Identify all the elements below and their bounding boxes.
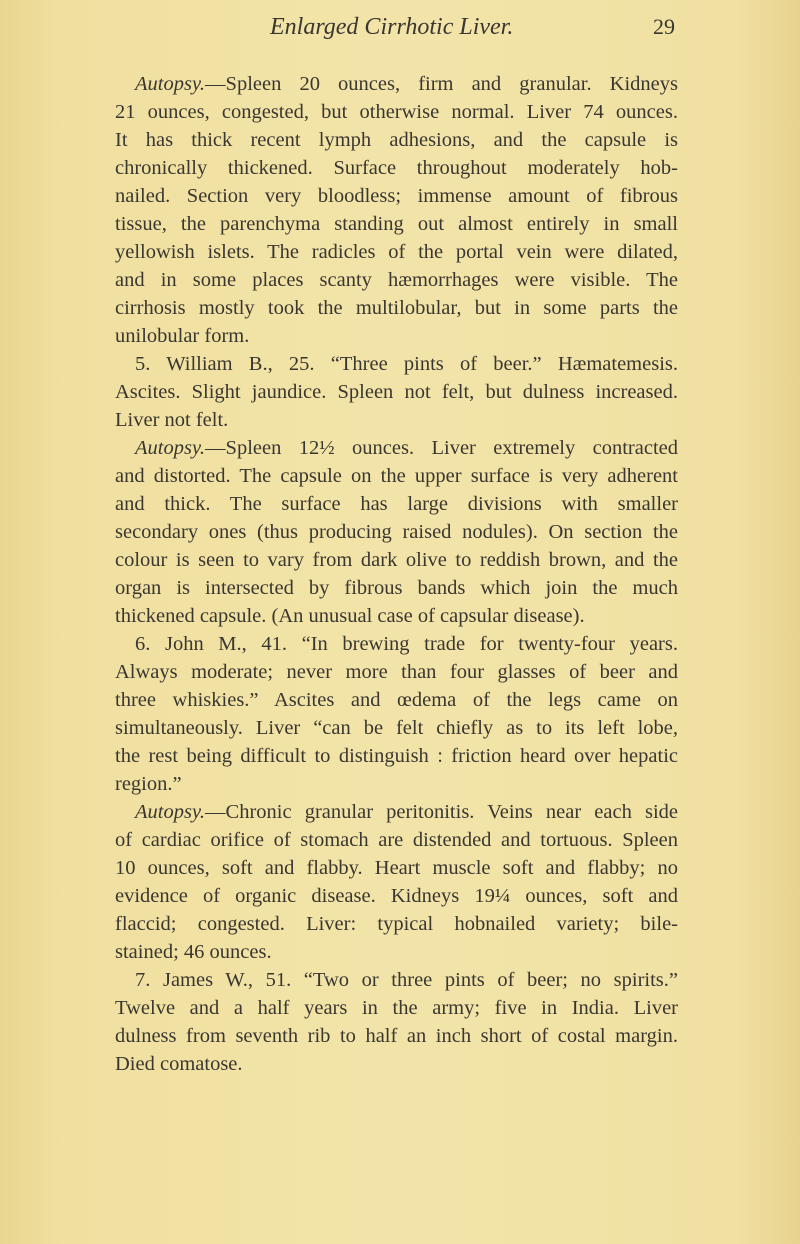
text-line: stained; 46 ounces. bbox=[115, 941, 272, 963]
text-line: and distorted. The capsule on the upper surface is very adherent bbox=[115, 465, 678, 487]
text-line: thickened capsule. (An unusual case of capsular disease). bbox=[115, 605, 585, 627]
paragraph bbox=[115, 70, 678, 350]
text-line: dulness from seventh rib to half an inch short of costal margin. bbox=[115, 1025, 678, 1047]
paragraph bbox=[115, 630, 678, 798]
running-title: Enlarged Cirrhotic Liver. bbox=[270, 14, 514, 40]
text-line: the rest being difficult to distinguish : friction heard over hepatic bbox=[115, 745, 678, 767]
text-line: cirrhosis mostly took the multilobular, but in some parts the bbox=[115, 297, 678, 319]
text-line: and in some places scanty hæmorrhages were visible. The bbox=[115, 269, 678, 291]
text-line: It has thick recent lymph adhesions, and the capsule is bbox=[115, 129, 678, 151]
autopsy-label: Autopsy. bbox=[135, 73, 206, 95]
text-line: colour is seen to vary from dark olive to reddish brown, and the bbox=[115, 549, 678, 571]
text-line: unilobular form. bbox=[115, 325, 250, 347]
text-line: Autopsy.—Chronic granular peritonitis. Veins near each side bbox=[135, 801, 678, 823]
text-line: Died comatose. bbox=[115, 1053, 243, 1075]
text-line: Autopsy.—Spleen 20 ounces, firm and granular. Kidneys bbox=[135, 73, 678, 95]
paragraph bbox=[115, 966, 678, 1078]
paragraph bbox=[115, 434, 678, 630]
text-line: simultaneously. Liver “can be felt chiefly as to its left lobe, bbox=[115, 717, 678, 739]
text-line: nailed. Section very bloodless; immense amount of fibrous bbox=[115, 185, 678, 207]
text-line: 7. James W., 51. “Two or three pints of beer; no spirits.” bbox=[135, 969, 678, 991]
text-line: secondary ones (thus producing raised nodules). On section the bbox=[115, 521, 678, 543]
text-line: 6. John M., 41. “In brewing trade for twenty-four years. bbox=[135, 633, 678, 655]
text-line: region.” bbox=[115, 773, 182, 795]
page-header bbox=[0, 14, 800, 54]
text-line: Always moderate; never more than four glasses of beer and bbox=[115, 661, 678, 683]
text-line: 10 ounces, soft and flabby. Heart muscle soft and flabby; no bbox=[115, 857, 678, 879]
text-line: chronically thickened. Surface throughout moderately hob- bbox=[115, 157, 678, 179]
paragraph bbox=[115, 798, 678, 966]
text-line: of cardiac orifice of stomach are distended and tortuous. Spleen bbox=[115, 829, 678, 851]
text-line: 21 ounces, congested, but otherwise normal. Liver 74 ounces. bbox=[115, 101, 678, 123]
text-line: Twelve and a half years in the army; five in India. Liver bbox=[115, 997, 678, 1019]
text-line: yellowish islets. The radicles of the portal vein were dilated, bbox=[115, 241, 678, 263]
text-line: Liver not felt. bbox=[115, 409, 229, 431]
autopsy-label: Autopsy. bbox=[135, 801, 206, 823]
text-line: three whiskies.” Ascites and œdema of the legs came on bbox=[115, 689, 678, 711]
text-line: Autopsy.—Spleen 12½ ounces. Liver extremely contracted bbox=[135, 437, 678, 459]
text-line: organ is intersected by fibrous bands which join the much bbox=[115, 577, 678, 599]
text-line: evidence of organic disease. Kidneys 19¼ ounces, soft and bbox=[115, 885, 678, 907]
page-number: 29 bbox=[653, 14, 675, 39]
paragraph bbox=[115, 350, 678, 434]
autopsy-label: Autopsy. bbox=[135, 437, 206, 459]
text-line: 5. William B., 25. “Three pints of beer.” Hæmatemesis. bbox=[135, 353, 678, 375]
text-line: and thick. The surface has large divisions with smaller bbox=[115, 493, 678, 515]
text-line: Ascites. Slight jaundice. Spleen not felt, but dulness increased. bbox=[115, 381, 678, 403]
body-text bbox=[115, 70, 678, 1078]
text-line: flaccid; congested. Liver: typical hobnailed variety; bile- bbox=[115, 913, 678, 935]
text-line: tissue, the parenchyma standing out almost entirely in small bbox=[115, 213, 678, 235]
